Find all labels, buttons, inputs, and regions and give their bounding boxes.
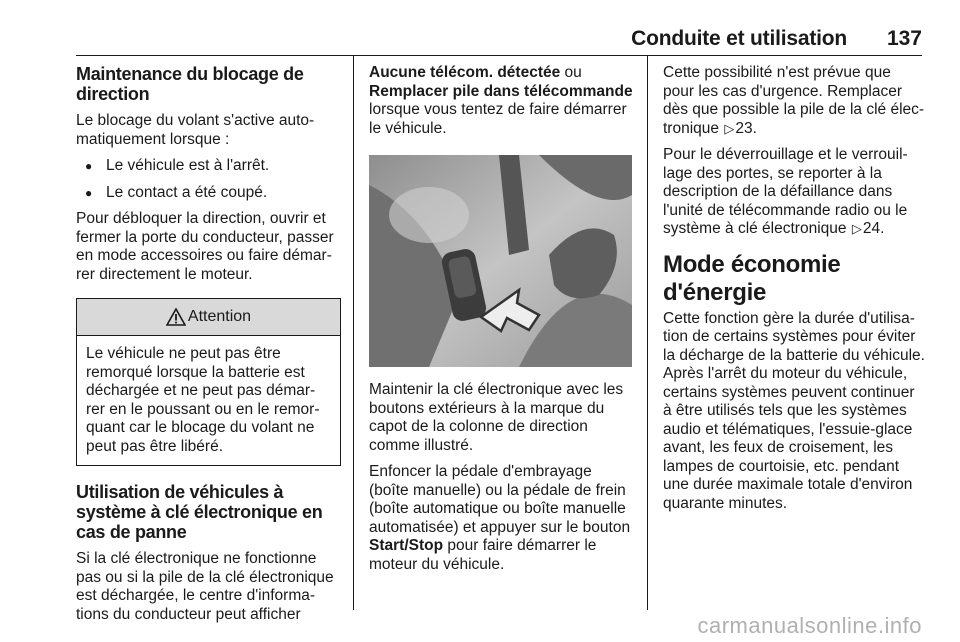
start-stop-label: Start/Stop [369,537,444,554]
paragraph-text: Pour le déverrouillage et le verrouil-lage des portes, se reporter à la description de la défaillance dans l'unité de télécommande radio ou le système à clé électronique [663,146,908,237]
page-reference[interactable]: 24. [862,220,885,237]
notice-header [77,299,340,336]
heading-energy-saving: Mode économie d'énergie [663,250,841,306]
paragraph: Cette fonction gère la durée d'utilisa-tion de certains systèmes pour éviter la décharge de la batterie du véhicule. Après l'arrêt du moteur du véhicule, certains systèmes peuvent continuer à être utilisés tels que les systèmes audio et télématiques, l'essuie-glace avant, les feux de croisement, les lampes de courtoisie, etc. pendant une durée maximale totale d'environ quarante minutes. [663,309,925,512]
column-3 [663,64,925,521]
paragraph [663,64,925,138]
paragraph-text: Enfoncer la pédale d'embrayage (boîte manuelle) ou la pédale de frein (boîte automatique ou boîte manuelle automatisée) et appuyer sur le bouton [369,463,631,536]
paragraph: Pour débloquer la direction, ouvrir et fermer la porte du conducteur, passer en mode accessoires ou faire démar-rer directement le moteur. [76,210,334,283]
page-number: 137 [886,27,922,50]
header-rule [76,55,922,56]
page-ref-icon: ▷ [851,221,862,236]
watermark: carmanualsonline.info [697,613,922,638]
heading-emergency-use: Utilisation de véhicules à système à clé électronique en cas de panne [76,482,323,542]
column-2 [369,64,635,582]
notice-title: Attention [187,307,252,325]
paragraph [369,463,635,574]
paragraph: Le blocage du volant s'active auto-matiquement lorsque : [76,112,315,148]
warning-notice [76,298,341,466]
list-item: ● Le contact a été coupé. [76,184,341,203]
bullet-list [76,157,341,202]
display-message: Remplacer pile dans télécommande [369,82,633,100]
column-1 [76,64,341,632]
page-header [0,0,960,54]
column-divider-1 [353,56,354,610]
page-reference[interactable]: 23. [735,119,757,137]
heading-steering-lock: Maintenance du blocage de direction [76,64,304,104]
paragraph-text: pour faire démarrer le moteur du véhicule. [369,537,597,573]
paragraph: Si la clé électronique ne fonctionne pas ou si la pile de la clé électronique est déchargée, le centre d'informa-tions du conducteur peut afficher [76,550,334,623]
list-item: ● Le véhicule est à l'arrêt. [76,157,341,176]
section-title: Conduite et utilisation [631,27,847,50]
column-divider-2 [647,56,648,610]
display-message: Aucune télécom. détectée [369,64,561,81]
page-ref-icon: ▷ [724,120,735,136]
paragraph-text: Cette possibilité n'est prévue que pour les cas d'urgence. Remplacer dès que possible la pile de la clé élec-tronique [663,64,925,137]
paragraph [369,64,635,138]
paragraph: Maintenir la clé électronique avec les boutons extérieurs à la marque du capot de la colonne de direction comme illustré. [369,381,624,454]
warning-triangle-icon [166,308,186,326]
paragraph [663,146,925,239]
conjunction: ou [560,64,582,81]
steering-column-key-photo [369,155,632,367]
notice-body: Le véhicule ne peut pas être remorqué lorsque la batterie est déchargée et ne peut pas démar-rer en le poussant ou en le remor-quant car le blocage du volant ne peut pas être libéré. [86,345,320,455]
paragraph-text: lorsque vous tentez de faire démarrer le véhicule. [369,101,627,137]
